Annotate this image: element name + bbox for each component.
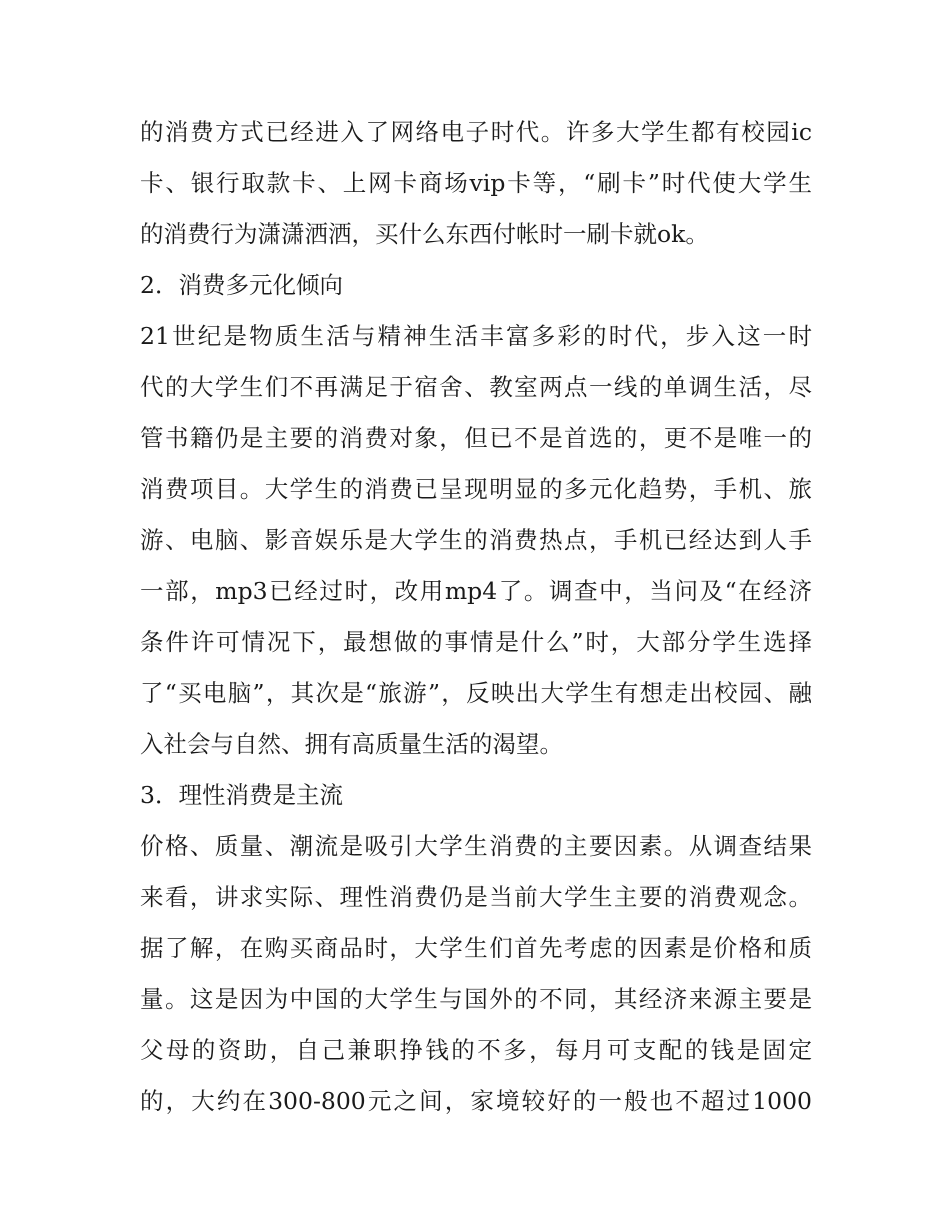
text-line: 游、电脑、影音娱乐是大学生的消费热点，手机已经达到人手 bbox=[140, 526, 812, 554]
text-line: 价格、质量、潮流是吸引大学生消费的主要因素。从调查结果 bbox=[140, 832, 812, 860]
text-line: 消费项目。大学生的消费已呈现明显的多元化趋势，手机、旅 bbox=[140, 475, 812, 503]
text-line: 管书籍仍是主要的消费对象，但已不是首选的，更不是唯一的 bbox=[140, 424, 812, 452]
section-heading: 3．理性消费是主流 bbox=[140, 781, 343, 809]
text-line: 父母的资助，自己兼职挣钱的不多，每月可支配的钱是固定 bbox=[140, 1036, 812, 1064]
text-line: 条件许可情况下，最想做的事情是什么”时，大部分学生选择 bbox=[140, 628, 812, 656]
text-line: 来看，讲求实际、理性消费仍是当前大学生主要的消费观念。 bbox=[140, 883, 812, 911]
text-line: 的，大约在300-800元之间，家境较好的一般也不超过1000 bbox=[140, 1087, 812, 1115]
text-line: 了“买电脑”，其次是“旅游”，反映出大学生有想走出校园、融 bbox=[140, 679, 812, 707]
body-text bbox=[140, 107, 812, 1127]
text-line: 据了解，在购买商品时，大学生们首先考虑的因素是价格和质 bbox=[140, 934, 812, 962]
text-line: 入社会与自然、拥有高质量生活的渴望。 bbox=[140, 730, 563, 758]
text-line: 的消费行为潇潇洒洒，买什么东西付帐时一刷卡就ok。 bbox=[140, 220, 709, 248]
text-line: 一部，mp3已经过时，改用mp4了。调查中，当问及“在经济 bbox=[140, 577, 812, 605]
text-line: 的消费方式已经进入了网络电子时代。许多大学生都有校园ic bbox=[140, 118, 812, 146]
text-line: 21世纪是物质生活与精神生活丰富多彩的时代，步入这一时 bbox=[140, 322, 812, 350]
section-heading: 2．消费多元化倾向 bbox=[140, 271, 343, 299]
text-line: 量。这是因为中国的大学生与国外的不同，其经济来源主要是 bbox=[140, 985, 812, 1013]
text-line: 卡、银行取款卡、上网卡商场vip卡等，“刷卡”时代使大学生 bbox=[140, 169, 812, 197]
text-line: 代的大学生们不再满足于宿舍、教室两点一线的单调生活，尽 bbox=[140, 373, 812, 401]
